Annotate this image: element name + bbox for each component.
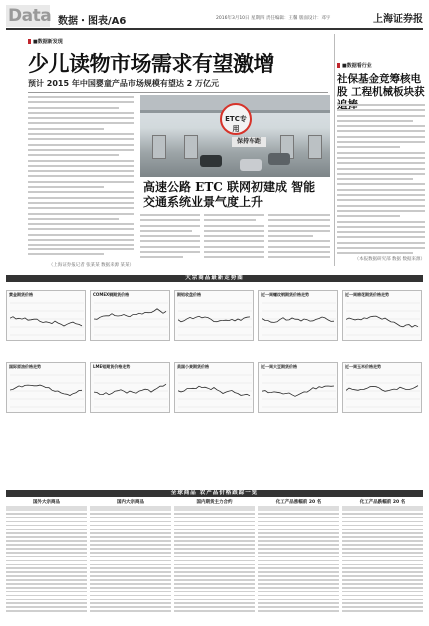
table-row (90, 552, 171, 554)
table-row (6, 564, 87, 566)
table-row (342, 540, 423, 542)
table-row (342, 599, 423, 601)
table-row (342, 571, 423, 573)
commodity-chart (90, 290, 170, 341)
main-subhead: 预计 2015 年中国婴童产品市场规模有望达 2 万亿元 (28, 79, 219, 88)
photo-story-body-col-2 (204, 214, 264, 262)
chart-plot (262, 371, 336, 411)
table-row (342, 575, 423, 577)
table-row (90, 599, 171, 601)
table-row (6, 560, 87, 562)
table-row (90, 525, 171, 527)
table-row (258, 579, 339, 581)
table-header (90, 506, 171, 511)
table-row (258, 532, 339, 534)
table-row (90, 544, 171, 546)
commodity-tables-banner (6, 490, 423, 497)
table-row (342, 544, 423, 546)
paper-name: 上海证券报 (373, 14, 423, 25)
table-row (90, 556, 171, 558)
table-row (342, 564, 423, 566)
masthead (6, 4, 423, 30)
chart-plot (346, 299, 420, 339)
table-row (90, 548, 171, 550)
commodity-charts-banner (6, 275, 423, 282)
chart-title: 近一周大豆期货价格 (261, 364, 297, 369)
chart-line (346, 386, 418, 392)
table-row (6, 552, 87, 554)
table-header (258, 506, 339, 511)
table-row (6, 579, 87, 581)
table-row (6, 595, 87, 597)
chart-title: LME铝期货价格走势 (93, 364, 131, 369)
table-row (6, 575, 87, 577)
main-article-body-col-1-end (28, 248, 134, 262)
table-row (174, 575, 255, 577)
table-row (258, 599, 339, 601)
table-row (258, 602, 339, 604)
commodity-chart (6, 290, 86, 341)
table-row (90, 606, 171, 608)
table-row (258, 610, 339, 612)
table-row (90, 583, 171, 585)
chart-title: 近一周玉米价格走势 (345, 364, 381, 369)
etc-sign (220, 103, 252, 135)
table-row (258, 591, 339, 593)
table-row (6, 602, 87, 604)
table-row (258, 587, 339, 589)
table-row (6, 587, 87, 589)
table-row (6, 548, 87, 550)
chart-line (262, 317, 334, 322)
table-row (342, 525, 423, 527)
commodity-table (90, 499, 171, 621)
table-header (174, 506, 255, 511)
toll-booth (184, 135, 198, 159)
table-row (258, 517, 339, 519)
table-title: 国内大宗商品 (117, 500, 144, 505)
main-article-tag: ■数据新发现 (28, 38, 63, 45)
table-rows (6, 513, 87, 614)
table-row (90, 575, 171, 577)
table-row (342, 532, 423, 534)
section-label: 数据・图表/A6 (58, 16, 127, 27)
table-row (174, 525, 255, 527)
table-row (342, 521, 423, 523)
table-row (342, 529, 423, 531)
table-row (258, 536, 339, 538)
chart-plot (262, 299, 336, 339)
table-row (6, 606, 87, 608)
table-row (174, 602, 255, 604)
road-banner: 保持车距 (232, 137, 266, 147)
commodity-chart (174, 362, 254, 413)
table-row (90, 587, 171, 589)
chart-plot (94, 371, 168, 411)
chart-plot (178, 299, 252, 339)
car (240, 159, 262, 171)
table-rows (342, 513, 423, 614)
table-title: 国外大宗商品 (33, 500, 60, 505)
table-row (174, 544, 255, 546)
headline-divider (28, 92, 328, 93)
car (268, 153, 290, 165)
table-rows (258, 513, 339, 614)
photo-story-body-col-3 (268, 214, 330, 262)
table-row (174, 548, 255, 550)
table-row (342, 583, 423, 585)
table-row (90, 591, 171, 593)
table-row (342, 552, 423, 554)
table-row (342, 579, 423, 581)
table-row (258, 567, 339, 569)
table-rows (90, 513, 171, 614)
table-row (6, 525, 87, 527)
toll-station-photo (140, 95, 330, 177)
chart-plot (10, 299, 84, 339)
commodity-table (342, 499, 423, 621)
table-row (6, 556, 87, 558)
right-article-tag: ■数据看行业 (337, 62, 372, 69)
table-row (90, 517, 171, 519)
chart-plot (178, 371, 252, 411)
chart-title: 近一周棉花期货价格走势 (345, 292, 389, 297)
table-row (258, 556, 339, 558)
main-article-credit: （上海证券报记者 张某某 数据来源 某某） (48, 263, 134, 268)
table-header (6, 506, 87, 511)
car (200, 155, 222, 167)
table-row (174, 591, 255, 593)
table-row (90, 564, 171, 566)
table-row (258, 575, 339, 577)
commodity-tables-banner-text: 全球商品 农产品价格跟踪一览 (170, 490, 259, 496)
photo-story-body-col-1 (140, 214, 200, 262)
table-row (6, 532, 87, 534)
table-row (342, 587, 423, 589)
right-headline: 社保基金竞筹核电股 工程机械板块获 (337, 73, 425, 98)
main-article-body-col-1 (28, 96, 134, 246)
table-row (90, 610, 171, 612)
table-row (90, 579, 171, 581)
chart-line (94, 384, 166, 395)
table-row (6, 599, 87, 601)
table-row (6, 610, 87, 612)
table-row (174, 560, 255, 562)
table-row (174, 571, 255, 573)
table-row (258, 606, 339, 608)
table-rows (174, 513, 255, 614)
table-row (342, 548, 423, 550)
table-row (6, 540, 87, 542)
chart-line (10, 385, 82, 395)
table-row (90, 602, 171, 604)
table-row (174, 513, 255, 515)
table-row (258, 548, 339, 550)
table-row (174, 595, 255, 597)
commodity-chart (258, 290, 338, 341)
table-row (6, 536, 87, 538)
table-row (342, 567, 423, 569)
main-headline: 少儿读物市场需求有望激增 (28, 51, 274, 76)
table-row (174, 556, 255, 558)
chart-line (10, 317, 82, 326)
table-row (174, 536, 255, 538)
chart-title: 期铝收盘价格 (177, 292, 201, 297)
date-line: 2016年3月10日 星期四 责任编辑：王馨 版面设计：邓宇 (216, 16, 331, 21)
chart-title: 黄金期货价格 (9, 292, 33, 297)
table-row (258, 529, 339, 531)
table-row (6, 583, 87, 585)
chart-line (94, 309, 166, 320)
etc-sign-text: ETC专用 (225, 115, 247, 133)
table-row (174, 587, 255, 589)
column-divider (334, 34, 335, 266)
table-row (90, 567, 171, 569)
table-row (90, 532, 171, 534)
table-row (6, 571, 87, 573)
table-row (342, 606, 423, 608)
chart-title: COMEX铜期货价格 (93, 292, 130, 297)
table-row (174, 583, 255, 585)
commodity-chart (342, 362, 422, 413)
table-header (342, 506, 423, 511)
chart-title: 国际原油价格走势 (9, 364, 41, 369)
table-row (6, 591, 87, 593)
table-row (6, 513, 87, 515)
table-title: 化工产品跌幅前 20 名 (359, 500, 406, 505)
table-row (90, 560, 171, 562)
table-row (90, 571, 171, 573)
table-row (342, 610, 423, 612)
table-row (258, 525, 339, 527)
commodity-chart (258, 362, 338, 413)
table-row (174, 540, 255, 542)
table-row (6, 517, 87, 519)
logo-text: Data (8, 6, 52, 26)
chart-plot (94, 299, 168, 339)
table-row (6, 544, 87, 546)
table-row (90, 536, 171, 538)
chart-plot (10, 371, 84, 411)
table-row (258, 564, 339, 566)
table-row (342, 536, 423, 538)
table-row (174, 564, 255, 566)
commodity-table (174, 499, 255, 621)
table-row (258, 552, 339, 554)
table-row (342, 602, 423, 604)
table-row (258, 571, 339, 573)
commodity-chart (6, 362, 86, 413)
commodity-table (258, 499, 339, 621)
table-row (258, 583, 339, 585)
data-logo (6, 5, 50, 27)
table-title: 国内期货主力合约 (196, 500, 233, 505)
table-row (258, 595, 339, 597)
table-row (174, 599, 255, 601)
toll-booth (308, 135, 322, 159)
table-row (258, 560, 339, 562)
table-row (342, 513, 423, 515)
table-row (6, 529, 87, 531)
table-row (174, 517, 255, 519)
table-row (342, 595, 423, 597)
table-row (174, 610, 255, 612)
table-row (174, 606, 255, 608)
table-row (90, 513, 171, 515)
table-row (90, 595, 171, 597)
table-row (174, 521, 255, 523)
table-row (90, 521, 171, 523)
table-row (90, 529, 171, 531)
table-row (258, 521, 339, 523)
chart-plot (346, 371, 420, 411)
table-row (342, 556, 423, 558)
toll-booth (152, 135, 166, 159)
table-row (174, 579, 255, 581)
table-row (342, 591, 423, 593)
table-row (258, 540, 339, 542)
chart-line (346, 316, 418, 327)
commodity-charts-banner-text: 大宗商品最新走势图 (185, 275, 244, 281)
table-row (174, 529, 255, 531)
photo-story-headline: 高速公路 ETC 联网初建成 智能交通系统业景气度上升 (143, 180, 316, 209)
right-article-body (337, 104, 425, 254)
chart-title: 近一周螺纹钢期货价格走势 (261, 292, 309, 297)
table-row (6, 567, 87, 569)
commodity-chart (90, 362, 170, 413)
table-row (342, 517, 423, 519)
table-row (174, 532, 255, 534)
commodity-table (6, 499, 87, 621)
table-row (258, 513, 339, 515)
table-row (174, 552, 255, 554)
table-title: 化工产品涨幅前 20 名 (275, 500, 322, 505)
commodity-chart (342, 290, 422, 341)
table-row (174, 567, 255, 569)
table-row (90, 540, 171, 542)
right-article-credit: （本报数据研究部 数据 数据来源） (354, 257, 425, 262)
table-row (258, 544, 339, 546)
table-row (342, 560, 423, 562)
commodity-chart (174, 290, 254, 341)
chart-title: 美国小麦期货价格 (177, 364, 209, 369)
table-row (6, 521, 87, 523)
